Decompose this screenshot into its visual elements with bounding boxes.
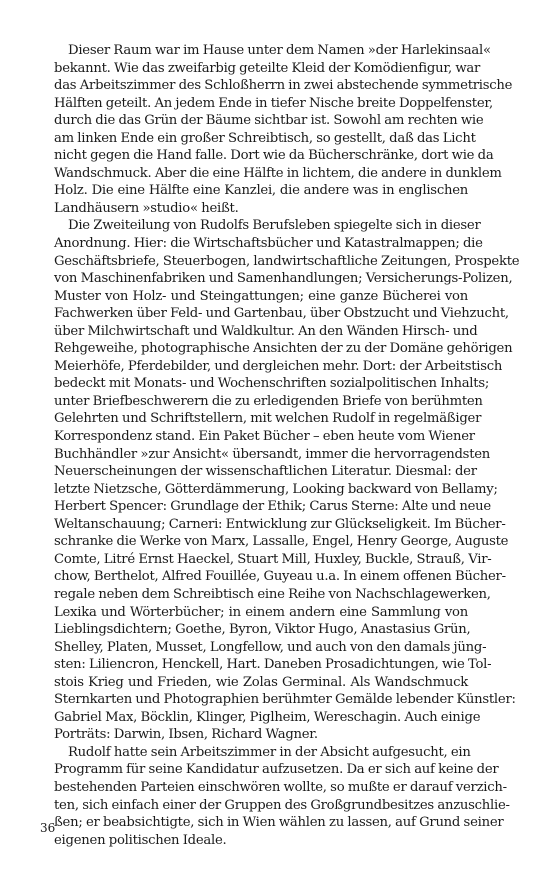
text-line: am linken Ende ein großer Schreibtisch, so gestellt, daß das Licht <box>54 130 476 146</box>
text-line: von Maschinenfabriken und Samenhandlungen; Versicherungs-Polizen, <box>54 271 513 287</box>
text-line: Gelehrten und Schriftstellern, mit welchen Rudolf in regelmäßiger <box>54 411 482 427</box>
text-line: Hälften geteilt. An jedem Ende in tiefer Nische breite Doppelfenster, <box>54 95 493 111</box>
text-line: Geschäftsbriefe, Steuerbogen, landwirtschaftliche Zeitungen, Prospekte <box>54 253 520 269</box>
text-line: Herbert Spencer: Grundlage der Ethik; Carus Sterne: Alte und neue <box>54 499 491 515</box>
text-line: ßen; er beabsichtigte, sich in Wien wählen zu lassen, auf Grund seiner <box>54 815 504 831</box>
text-line: Gabriel Max, Böcklin, Klinger, Piglheim, Wereschagin. Auch einige <box>54 709 481 725</box>
paragraph-2 <box>40 217 520 743</box>
text-line: Sternkarten und Photographien berühmter Gemälde lebender Künstler: <box>54 692 516 708</box>
text-line: unter Briefbeschwerern die zu erledigenden Briefe von berühmten <box>54 393 483 409</box>
text-line: bedeckt mit Monats- und Wochenschriften sozialpolitischen Inhalts; <box>54 376 490 392</box>
text-line: Comte, Litré Ernst Haeckel, Stuart Mill, Huxley, Buckle, Strauß, Vir- <box>54 551 492 567</box>
text-line: über Milchwirtschaft und Waldkultur. An den Wänden Hirsch- und <box>54 323 478 339</box>
text-line: Fachwerken über Feld- und Gartenbau, über Obstzucht und Viehzucht, <box>54 306 509 322</box>
text-line: chow, Berthelot, Alfred Fouillée, Guyeau u.a. In einem offenen Bücher- <box>54 569 506 585</box>
text-line: ten, sich einfach einer der Gruppen des Großgrundbesitzes anzuschlie- <box>54 797 510 813</box>
body-text <box>40 42 520 849</box>
text-line: Die Zweiteilung von Rudolfs Berufsleben spiegelte sich in dieser <box>68 218 481 234</box>
text-line: das Arbeitszimmer des Schloßherrn in zwei abstechende symmetrische <box>54 78 513 94</box>
text-line: bestehenden Parteien einschwören wollte, so mußte er darauf verzich- <box>54 779 507 795</box>
text-line: Muster von Holz- und Steingattungen; eine ganze Bücherei von <box>54 288 468 304</box>
text-line: Korrespondenz stand. Ein Paket Bücher – eben heute vom Wiener <box>54 429 475 445</box>
text-line: Wandschmuck. Aber die eine Hälfte in lichtem, die andere in dunklem <box>54 165 502 181</box>
text-line: eigenen politischen Ideale. <box>54 832 227 848</box>
text-line: Neuerscheinungen der wissenschaftlichen Literatur. Diesmal: der <box>54 464 477 480</box>
text-line: bekannt. Wie das zweifarbig geteilte Kleid der Komödienfigur, war <box>54 60 481 76</box>
text-line: Buchhändler »zur Ansicht« übersandt, immer die hervorragendsten <box>54 446 491 462</box>
text-line: durch die das Grün der Bäume sichtbar ist. Sowohl am rechten wie <box>54 113 484 129</box>
text-line: Porträts: Darwin, Ibsen, Richard Wagner. <box>54 727 318 743</box>
text-line: sten: Liliencron, Henckell, Hart. Daneben Prosadichtungen, wie Tol- <box>54 657 492 673</box>
paragraph-3 <box>40 744 510 849</box>
text-line: nicht gegen die Hand falle. Dort wie da Bücherschränke, dort wie da <box>54 148 494 164</box>
text-line: Lexika und Wörterbücher; in einem andern eine Sammlung von <box>54 604 468 620</box>
text-line: Meierhöfe, Pferdebilder, und dergleichen mehr. Dort: der Arbeitstisch <box>54 358 503 374</box>
text-line: Lieblingsdichtern; Goethe, Byron, Viktor Hugo, Anastasius Grün, <box>54 622 471 638</box>
text-line: schranke die Werke von Marx, Lassalle, Engel, Henry George, Auguste <box>54 534 509 550</box>
text-line: Programm für seine Kandidatur aufzusetzen. Da er sich auf keine der <box>54 762 499 778</box>
text-line: Anordnung. Hier: die Wirtschaftsbücher und Katastralmappen; die <box>54 236 483 252</box>
text-line: Rehgeweihe, photographische Ansichten der zu der Domäne gehörigen <box>54 341 513 357</box>
text-line: letzte Nietzsche, Götterdämmerung, Looking backward von Bellamy; <box>54 481 498 497</box>
text-line: Dieser Raum war im Hause unter dem Namen »der Harlekinsaal« <box>68 43 491 58</box>
text-line: regale neben dem Schreibtisch eine Reihe von Nachschlagewerken, <box>54 586 491 602</box>
text-line: Landhäusern »studio« heißt. <box>54 200 239 216</box>
paragraph-1 <box>40 42 513 217</box>
text-line: Shelley, Platen, Musset, Longfellow, und auch von den damals jüng- <box>54 639 487 655</box>
page-number: 36 <box>40 821 56 835</box>
text-line: stois Krieg und Frieden, wie Zolas Germinal. Als Wandschmuck <box>54 674 468 690</box>
text-line: Rudolf hatte sein Arbeitszimmer in der Absicht aufgesucht, ein <box>68 744 471 760</box>
text-line: Holz. Die eine Hälfte eine Kanzlei, die andere was in englischen <box>54 183 468 199</box>
text-line: Weltanschauung; Carneri: Entwicklung zur Glückseligkeit. Im Bücher- <box>54 516 506 532</box>
